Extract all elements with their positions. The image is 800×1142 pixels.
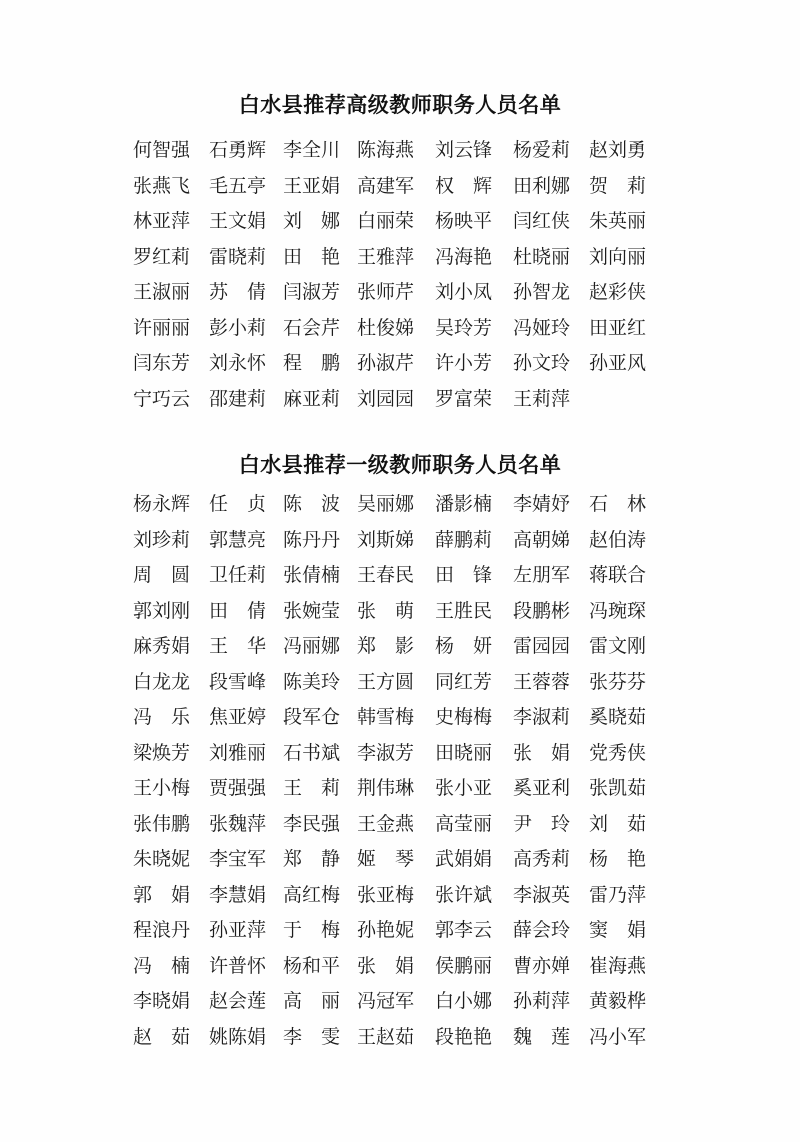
person-name: 杜俊娣 (357, 316, 415, 339)
person-name: 李淑英 (513, 883, 571, 906)
person-name: 王 莉 (283, 777, 341, 799)
person-name: 孙淑芹 (357, 352, 415, 374)
person-name: 闫红侠 (513, 210, 571, 232)
person-name: 雷文刚 (589, 635, 647, 657)
person-name: 李慧娟 (209, 883, 267, 906)
person-name: 张婉莹 (283, 599, 341, 622)
person-name: 张小亚 (435, 777, 493, 799)
person-name: 曹亦婵 (513, 954, 571, 977)
person-name: 彭小莉 (209, 316, 267, 339)
person-name: 刘小凤 (435, 281, 493, 303)
person-name: 赵彩侠 (589, 281, 647, 303)
name-row (133, 277, 693, 313)
person-name: 许普怀 (209, 954, 267, 977)
person-name: 麻秀娟 (133, 635, 191, 657)
person-name: 郭刘刚 (133, 599, 191, 622)
person-name: 张芬芬 (589, 670, 647, 693)
person-name: 田晓丽 (435, 741, 493, 764)
person-name: 贾强强 (209, 777, 267, 799)
person-name: 左朋军 (513, 564, 571, 586)
person-name: 郭 娟 (133, 883, 191, 906)
name-row (133, 986, 693, 1022)
person-name: 李宝军 (209, 848, 267, 870)
person-name: 田利娜 (513, 174, 571, 197)
person-name: 朱英丽 (589, 210, 647, 232)
first-grade-teacher-name-list (133, 489, 693, 1057)
person-name: 李淑芳 (357, 741, 415, 764)
person-name: 石勇辉 (209, 139, 267, 161)
person-name: 张师芹 (357, 281, 415, 303)
person-name: 姚陈娟 (209, 1025, 267, 1048)
name-row (133, 171, 693, 207)
person-name: 蒋联合 (589, 564, 647, 586)
name-row (133, 844, 693, 880)
name-row (133, 135, 693, 171)
person-name: 刘 娜 (283, 210, 341, 232)
person-name: 卫任莉 (209, 564, 267, 586)
person-name: 孙智龙 (513, 281, 571, 303)
name-row (133, 206, 693, 242)
person-name: 王赵茹 (357, 1025, 415, 1048)
person-name: 刘雅丽 (209, 741, 267, 764)
person-name: 白龙龙 (133, 670, 191, 693)
person-name: 李民强 (283, 812, 341, 835)
person-name: 于 梅 (283, 919, 341, 941)
person-name: 魏 莲 (513, 1025, 571, 1048)
person-name: 许小芳 (435, 352, 493, 374)
person-name: 尹 玲 (513, 812, 571, 835)
person-name: 张亚梅 (357, 883, 415, 906)
name-row (133, 738, 693, 774)
person-name: 陈 波 (283, 493, 341, 515)
person-name: 石会芹 (283, 316, 341, 339)
person-name: 李晓娟 (133, 990, 191, 1012)
person-name: 王方圆 (357, 670, 415, 693)
person-name: 石书斌 (283, 741, 341, 764)
person-name: 杨爱莉 (513, 139, 571, 161)
person-name: 杨永辉 (133, 493, 191, 515)
person-name: 雷晓莉 (209, 245, 267, 268)
person-name: 吴丽娜 (357, 493, 415, 515)
person-name: 李全川 (283, 139, 341, 161)
person-name: 张燕飞 (133, 174, 191, 197)
person-name: 张倩楠 (283, 564, 341, 586)
person-name: 薛鹏莉 (435, 528, 493, 551)
name-row (133, 880, 693, 916)
person-name: 雷乃萍 (589, 883, 647, 906)
person-name: 王金燕 (357, 812, 415, 835)
person-name: 冯娅玲 (513, 316, 571, 339)
person-name: 段鹏彬 (513, 599, 571, 622)
name-row (133, 773, 693, 809)
person-name: 闫淑芳 (283, 281, 341, 303)
person-name: 武娟娟 (435, 848, 493, 870)
person-name: 赵 茹 (133, 1025, 191, 1048)
person-name: 张许斌 (435, 883, 493, 906)
person-name: 同红芳 (435, 670, 493, 693)
person-name: 王蓉蓉 (513, 670, 571, 693)
person-name: 陈海燕 (357, 139, 415, 161)
person-name: 段艳艳 (435, 1025, 493, 1048)
name-row (133, 809, 693, 845)
person-name: 张 娟 (513, 741, 571, 764)
name-row (133, 489, 693, 525)
person-name: 田亚红 (589, 316, 647, 339)
person-name: 冯海艳 (435, 245, 493, 268)
person-name: 奚晓茹 (589, 706, 647, 728)
person-name: 高建军 (357, 174, 415, 197)
person-name: 王胜民 (435, 599, 493, 622)
person-name: 雷园园 (513, 635, 571, 657)
person-name: 孙亚风 (589, 352, 647, 374)
person-name: 高朝娣 (513, 528, 571, 551)
person-name: 李 雯 (283, 1025, 341, 1048)
person-name: 杨 艳 (589, 848, 647, 870)
person-name: 陈美玲 (283, 670, 341, 693)
person-name: 郑 静 (283, 848, 341, 870)
person-name: 郑 影 (357, 635, 415, 657)
name-row (133, 915, 693, 951)
person-name: 王文娟 (209, 210, 267, 232)
person-name: 田 锋 (435, 564, 493, 586)
person-name: 杨和平 (283, 954, 341, 977)
person-name: 麻亚莉 (283, 387, 341, 410)
person-name: 张凯茹 (589, 777, 647, 799)
person-name: 李淑莉 (513, 706, 571, 728)
name-row (133, 384, 693, 420)
name-row (133, 702, 693, 738)
person-name: 田 倩 (209, 599, 267, 622)
senior-teacher-title: 白水县推荐高级教师职务人员名单 (238, 92, 562, 117)
person-name: 王淑丽 (133, 281, 191, 303)
person-name: 崔海燕 (589, 954, 647, 977)
person-name: 冯琬琛 (589, 599, 647, 622)
person-name: 许丽丽 (133, 316, 191, 339)
person-name: 高 丽 (283, 990, 341, 1012)
name-row (133, 596, 693, 632)
name-row (133, 667, 693, 703)
person-name: 李婧妤 (513, 493, 571, 515)
person-name: 王小梅 (133, 777, 191, 799)
person-name: 周 圆 (133, 564, 191, 586)
person-name: 张伟鹏 (133, 812, 191, 835)
person-name: 王雅萍 (357, 245, 415, 268)
person-name: 白丽荣 (357, 210, 415, 232)
person-name: 张 娟 (357, 954, 415, 977)
person-name: 王春民 (357, 564, 415, 586)
person-name: 荆伟琳 (357, 777, 415, 799)
person-name: 孙文玲 (513, 352, 571, 374)
person-name: 杨映平 (435, 210, 493, 232)
name-row (133, 951, 693, 987)
person-name: 石 林 (589, 493, 647, 515)
person-name: 孙亚萍 (209, 919, 267, 941)
person-name: 刘 茹 (589, 812, 647, 835)
person-name: 杨 妍 (435, 635, 493, 657)
person-name: 赵伯涛 (589, 528, 647, 551)
person-name: 林亚萍 (133, 210, 191, 232)
person-name: 高莹丽 (435, 812, 493, 835)
person-name: 刘园园 (357, 387, 415, 410)
person-name: 冯 乐 (133, 706, 191, 728)
person-name: 赵会莲 (209, 990, 267, 1012)
person-name: 田 艳 (283, 245, 341, 268)
person-name: 薛会玲 (513, 919, 571, 941)
person-name: 贺 莉 (589, 174, 647, 197)
person-name: 韩雪梅 (357, 706, 415, 728)
name-row (133, 242, 693, 278)
person-name: 赵刘勇 (589, 139, 647, 161)
person-name: 程浪丹 (133, 919, 191, 941)
person-name: 何智强 (133, 139, 191, 161)
person-name: 刘向丽 (589, 245, 647, 268)
person-name: 冯冠军 (357, 990, 415, 1012)
person-name: 姬 琴 (357, 848, 415, 870)
name-row (133, 1022, 693, 1058)
person-name: 任 贞 (209, 493, 267, 515)
person-name: 史梅梅 (435, 706, 493, 728)
senior-teacher-name-list (133, 135, 693, 419)
person-name: 吴玲芳 (435, 316, 493, 339)
person-name: 毛五亭 (209, 174, 267, 197)
person-name: 朱晓妮 (133, 848, 191, 870)
person-name: 郭李云 (435, 919, 493, 941)
person-name: 焦亚婷 (209, 706, 267, 728)
person-name: 程 鹏 (283, 352, 341, 374)
name-row (133, 348, 693, 384)
person-name: 闫东芳 (133, 352, 191, 374)
name-row (133, 560, 693, 596)
person-name: 冯丽娜 (283, 635, 341, 657)
person-name: 杜晓丽 (513, 245, 571, 268)
person-name: 刘云锋 (435, 139, 493, 161)
person-name: 邵建莉 (209, 387, 267, 410)
person-name: 苏 倩 (209, 281, 267, 303)
person-name: 刘永怀 (209, 352, 267, 374)
person-name: 冯小军 (589, 1025, 647, 1048)
person-name: 高红梅 (283, 883, 341, 906)
person-name: 刘珍莉 (133, 528, 191, 551)
person-name: 奚亚利 (513, 777, 571, 799)
person-name: 张魏萍 (209, 812, 267, 835)
person-name: 王亚娟 (283, 174, 341, 197)
name-row (133, 525, 693, 561)
person-name: 侯鹏丽 (435, 954, 493, 977)
person-name: 冯 楠 (133, 954, 191, 977)
person-name: 王 华 (209, 635, 267, 657)
person-name: 潘影楠 (435, 493, 493, 515)
name-row (133, 631, 693, 667)
person-name: 罗富荣 (435, 387, 493, 410)
person-name: 陈丹丹 (283, 528, 341, 551)
person-name: 权 辉 (435, 174, 493, 197)
person-name: 孙艳妮 (357, 919, 415, 941)
person-name: 郭慧亮 (209, 528, 267, 551)
person-name: 党秀侠 (589, 741, 647, 764)
person-name: 梁焕芳 (133, 741, 191, 764)
person-name: 黄毅桦 (589, 990, 647, 1012)
first-grade-teacher-title: 白水县推荐一级教师职务人员名单 (238, 452, 562, 477)
name-row (133, 313, 693, 349)
person-name: 孙莉萍 (513, 990, 571, 1012)
person-name: 宁巧云 (133, 387, 191, 410)
person-name: 张 萌 (357, 599, 415, 622)
person-name: 罗红莉 (133, 245, 191, 268)
person-name: 窦 娟 (589, 919, 647, 941)
person-name: 王莉萍 (513, 387, 571, 410)
person-name: 段军仓 (283, 706, 341, 728)
person-name: 白小娜 (435, 990, 493, 1012)
person-name: 高秀莉 (513, 848, 571, 870)
person-name: 刘斯娣 (357, 528, 415, 551)
person-name: 段雪峰 (209, 670, 267, 693)
